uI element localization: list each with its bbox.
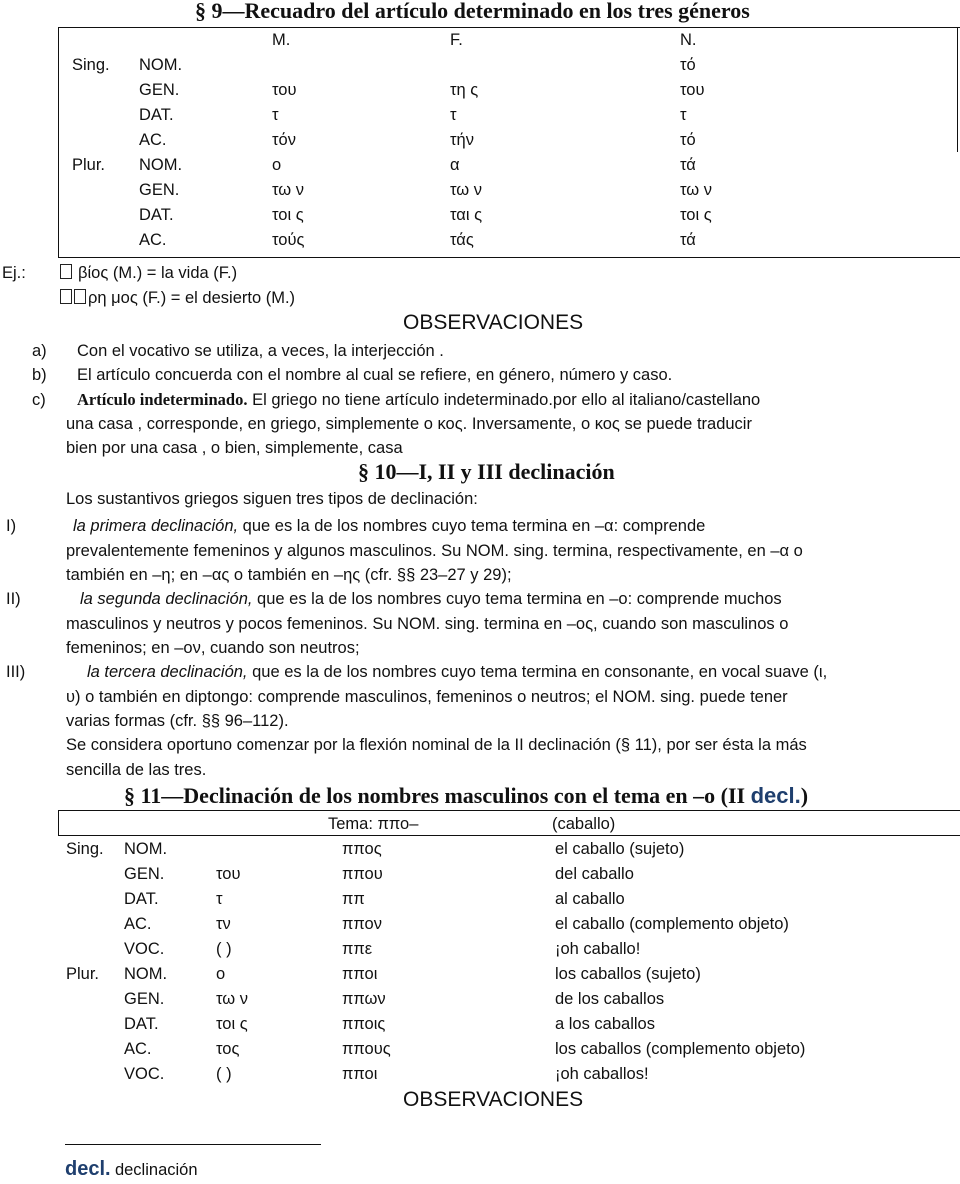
decl-ii-line1: la segunda declinación, que es la de los nombres cuyo tema termina en –ο: comprende muchos	[80, 590, 782, 608]
cell-f: τ	[450, 106, 457, 124]
cell-case: DAT.	[124, 1015, 159, 1033]
cell-art: του	[216, 865, 241, 883]
cell-case: GEN.	[139, 81, 180, 99]
cell-gloss: al caballo	[555, 890, 625, 908]
cell-form: ππων	[342, 990, 386, 1008]
cell-case: AC.	[139, 231, 167, 249]
table-9-bottom-border	[58, 257, 960, 258]
cell-form: πποις	[342, 1015, 386, 1033]
cell-gloss: los caballos (complemento objeto)	[555, 1040, 806, 1058]
cell-art: τ	[216, 890, 223, 908]
cell-case: GEN.	[124, 990, 165, 1008]
cell-case: GEN.	[124, 865, 165, 883]
cell-n: του	[680, 81, 705, 99]
cell-f: τάς	[450, 231, 474, 249]
cell-n: τ	[680, 106, 687, 124]
cell-f: τω ν	[450, 181, 483, 199]
obs-a-text: Con el vocativo se utiliza, a veces, la interjección .	[77, 342, 444, 360]
cell-case: GEN.	[139, 181, 180, 199]
obs-c-line3: bien por una casa , o bien, simplemente, casa	[66, 439, 403, 457]
cell-form: ππου	[342, 865, 383, 883]
cell-form: ππ	[342, 890, 365, 908]
cell-case: DAT.	[139, 206, 174, 224]
cell-gloss: del caballo	[555, 865, 634, 883]
section-10-intro: Los sustantivos griegos siguen tres tipos de declinación:	[66, 490, 478, 508]
cell-case: VOC.	[124, 1065, 165, 1083]
cell-art: ο	[216, 965, 226, 983]
obs-c-marker: c)	[32, 391, 46, 409]
cell-gloss: a los caballos	[555, 1015, 655, 1033]
cell-art: ( )	[216, 940, 232, 958]
closing-line1: Se considera oportuno comenzar por la flexión nominal de la II declinación (§ 11), por ser ésta la más	[66, 736, 807, 754]
cell-case: NOM.	[139, 156, 183, 174]
cell-form: ππους	[342, 1040, 391, 1058]
cell-gloss: ¡oh caballo!	[555, 940, 641, 958]
cell-n: τό	[680, 56, 696, 74]
section-11-title: § 11—Declinación de los nombres masculinos con el tema en –ο (II decl.)	[124, 783, 809, 808]
decl-abbreviation: decl.	[750, 783, 801, 808]
cell-num: Sing.	[72, 56, 110, 74]
table-11-top-border	[58, 810, 960, 811]
obs-c-text: Artículo indeterminado. El griego no tiene artículo indeterminado.por ello al italiano/castellano	[77, 390, 761, 409]
table-9-top-border	[58, 27, 960, 28]
cell-f: ται ς	[450, 206, 483, 224]
cell-art: τοι ς	[216, 1015, 248, 1033]
decl-iii-line2: υ) o también en diptongo: comprende masculinos, femeninos o neutros; el NOM. sing. puede tener	[66, 688, 788, 706]
cell-art: τν	[216, 915, 231, 933]
footnote-text: declinación	[114, 1161, 198, 1179]
cell-case: AC.	[124, 915, 152, 933]
observaciones-title: OBSERVACIONES	[403, 311, 584, 334]
cell-art: τω ν	[216, 990, 249, 1008]
cell-n: τω ν	[680, 181, 713, 199]
cell-form: ππον	[342, 915, 382, 933]
cell-m: τω ν	[272, 181, 305, 199]
cell-form: πποι	[342, 965, 378, 983]
tema-meaning: (caballo)	[552, 815, 616, 833]
decl-ii-line3: femeninos; en –ον, cuando son neutros;	[66, 639, 360, 657]
decl-ii-line2: masculinos y neutros y pocos femeninos. Su NOM. sing. termina en –ος, cuando son masculinos o	[66, 615, 789, 633]
obs-c-heading: Artículo indeterminado.	[77, 390, 248, 409]
cell-num: Plur.	[66, 965, 100, 983]
decl-ii-marker: II)	[6, 590, 21, 608]
col-header-f: F.	[450, 31, 463, 49]
cell-m: τ	[272, 106, 279, 124]
example-2: ρη μος (F.) = el desierto (M.)	[60, 287, 295, 309]
missing-glyph-icon	[60, 264, 72, 279]
cell-form: ππος	[342, 840, 382, 858]
cell-m: ο	[272, 156, 282, 174]
cell-n: τά	[680, 156, 696, 174]
cell-case: DAT.	[124, 890, 159, 908]
cell-art: ( )	[216, 1065, 232, 1083]
obs-a-marker: a)	[32, 342, 47, 360]
obs-b-text: El artículo concuerda con el nombre al cual se refiere, en género, número y caso.	[77, 366, 673, 384]
cell-m: τόν	[272, 131, 296, 149]
decl-i-line1: la primera declinación, que es la de los nombres cuyo tema termina en –α: comprende	[73, 517, 706, 535]
footnote	[65, 1158, 198, 1181]
missing-glyph-icon	[60, 289, 72, 304]
cell-case: NOM.	[139, 56, 183, 74]
cell-f: α	[450, 156, 460, 174]
decl-iii-marker: III)	[6, 663, 26, 681]
obs-b-marker: b)	[32, 366, 47, 384]
example-label: Ej.:	[2, 264, 26, 282]
closing-line2: sencilla de las tres.	[66, 761, 207, 779]
missing-glyph-icon	[74, 289, 86, 304]
cell-n: τά	[680, 231, 696, 249]
decl-i-line2: prevalentemente femeninos y algunos masculinos. Su NOM. sing. termina, respectivamente, en –α o	[66, 542, 803, 560]
cell-case: DAT.	[139, 106, 174, 124]
example-1: βίος (M.) = la vida (F.)	[60, 262, 237, 284]
cell-form: πποι	[342, 1065, 378, 1083]
table-11-header-rule	[58, 835, 960, 836]
section-10-title: § 10—I, II y III declinación	[358, 459, 615, 484]
section-9-title: § 9—Recuadro del artículo determinado en los tres géneros	[195, 0, 750, 23]
observaciones-title-2: OBSERVACIONES	[403, 1088, 584, 1111]
cell-gloss: de los caballos	[555, 990, 665, 1008]
decl-i-marker: I)	[6, 517, 17, 535]
tema-label: Tema: ππο–	[328, 815, 419, 833]
decl-i-line3: también en –η; en –ας o también en –ης (cfr. §§ 23–27 y 29);	[66, 566, 512, 584]
cell-case: NOM.	[124, 965, 168, 983]
cell-case: NOM.	[124, 840, 168, 858]
table-11-left-border	[58, 810, 59, 836]
table-9-right-border	[957, 27, 958, 152]
cell-m: τούς	[272, 231, 305, 249]
cell-n: τό	[680, 131, 696, 149]
footnote-label: decl.	[65, 1158, 111, 1180]
cell-m: του	[272, 81, 297, 99]
cell-m: τοι ς	[272, 206, 304, 224]
obs-c-line2: una casa , corresponde, en griego, simplemente o κος. Inversamente, o κος se puede traducir	[66, 415, 752, 433]
footnote-separator	[65, 1144, 321, 1145]
col-header-n: N.	[680, 31, 697, 49]
cell-case: VOC.	[124, 940, 165, 958]
cell-gloss: el caballo (sujeto)	[555, 840, 685, 858]
cell-f: τη ς	[450, 81, 479, 99]
cell-gloss: el caballo (complemento objeto)	[555, 915, 789, 933]
cell-art: τος	[216, 1040, 240, 1058]
cell-num: Sing.	[66, 840, 104, 858]
table-9-left-border	[58, 27, 59, 258]
cell-case: AC.	[139, 131, 167, 149]
cell-case: AC.	[124, 1040, 152, 1058]
cell-gloss: los caballos (sujeto)	[555, 965, 701, 983]
decl-iii-line1: la tercera declinación, que es la de los nombres cuyo tema termina en consonante, en vocal suave (ι,	[87, 663, 828, 681]
col-header-m: M.	[272, 31, 291, 49]
cell-num: Plur.	[72, 156, 106, 174]
cell-form: ππε	[342, 940, 373, 958]
cell-n: τοι ς	[680, 206, 712, 224]
cell-gloss: ¡oh caballos!	[555, 1065, 649, 1083]
cell-f: τήν	[450, 131, 474, 149]
decl-iii-line3: varias formas (cfr. §§ 96–112).	[66, 712, 289, 730]
